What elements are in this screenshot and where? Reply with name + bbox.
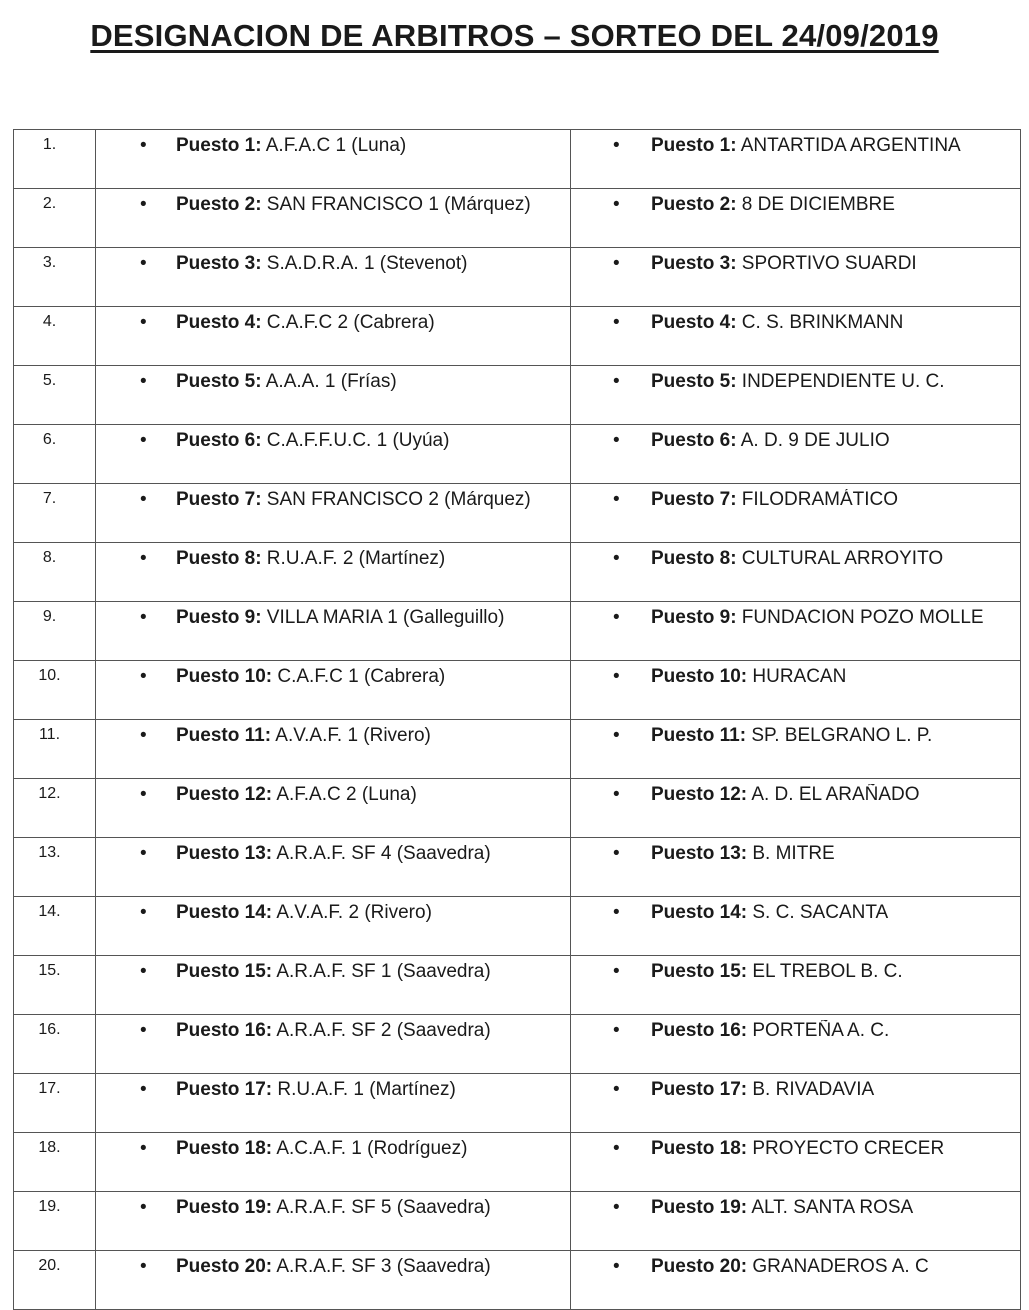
bullet-icon: •: [613, 1138, 620, 1159]
page-title: DESIGNACION DE ARBITROS – SORTEO DEL 24/09/2019: [90, 18, 939, 53]
bullet-icon: •: [140, 194, 147, 215]
club-cell: [571, 543, 1021, 602]
bullet-icon: •: [613, 1197, 620, 1218]
referee-entry: [96, 1020, 570, 1042]
referee-entry: [96, 312, 570, 334]
bullet-icon: •: [140, 1138, 147, 1159]
puesto-label: Puesto 14:: [651, 902, 748, 923]
bullet-icon: •: [613, 430, 620, 451]
club-name: EL TREBOL B. C.: [747, 961, 903, 982]
club-entry: [571, 194, 1020, 216]
bullet-icon: •: [140, 902, 147, 923]
club-entry: [571, 489, 1020, 511]
bullet-icon: •: [613, 843, 620, 864]
bullet-icon: •: [140, 1079, 147, 1100]
referee-entry: [96, 607, 570, 629]
referee-cell: [96, 602, 571, 661]
bullet-icon: •: [140, 1197, 147, 1218]
referee-name: A.V.A.F. 2 (Rivero): [272, 902, 432, 923]
puesto-label: Puesto 6:: [176, 430, 262, 451]
table-row: [14, 1074, 1021, 1133]
puesto-label: Puesto 18:: [176, 1138, 273, 1159]
puesto-label: Puesto 3:: [176, 253, 262, 274]
puesto-label: Puesto 2:: [176, 194, 262, 215]
puesto-label: Puesto 1:: [176, 135, 262, 156]
table-row: [14, 425, 1021, 484]
bullet-icon: •: [613, 548, 620, 569]
row-number: 7.: [14, 484, 96, 543]
club-cell: [571, 248, 1021, 307]
row-number: 11.: [14, 720, 96, 779]
row-number: 10.: [14, 661, 96, 720]
bullet-icon: •: [613, 1020, 620, 1041]
puesto-label: Puesto 5:: [176, 371, 262, 392]
club-entry: [571, 1079, 1020, 1101]
club-entry: [571, 135, 1020, 157]
bullet-icon: •: [613, 371, 620, 392]
puesto-label: Puesto 1:: [651, 135, 737, 156]
referee-cell: [96, 189, 571, 248]
club-entry: [571, 312, 1020, 334]
referee-name: A.R.A.F. SF 5 (Saavedra): [272, 1197, 491, 1218]
table-row: [14, 130, 1021, 189]
puesto-label: Puesto 15:: [651, 961, 748, 982]
bullet-icon: •: [140, 312, 147, 333]
table-row: [14, 1133, 1021, 1192]
club-name: A. D. 9 DE JULIO: [736, 430, 890, 451]
referee-name: R.U.A.F. 1 (Martínez): [272, 1079, 456, 1100]
referee-cell: [96, 838, 571, 897]
club-name: ALT. SANTA ROSA: [747, 1197, 914, 1218]
club-entry: [571, 253, 1020, 275]
club-cell: [571, 1251, 1021, 1310]
referee-name: A.A.A. 1 (Frías): [261, 371, 397, 392]
referee-cell: [96, 720, 571, 779]
referee-cell: [96, 425, 571, 484]
row-number: 4.: [14, 307, 96, 366]
club-name: PROYECTO CRECER: [747, 1138, 945, 1159]
referee-name: C.A.F.C 2 (Cabrera): [261, 312, 435, 333]
row-number: 9.: [14, 602, 96, 661]
bullet-icon: •: [140, 666, 147, 687]
referee-name: S.A.D.R.A. 1 (Stevenot): [261, 253, 468, 274]
referee-entry: [96, 1256, 570, 1278]
referee-entry: [96, 1138, 570, 1160]
club-name: S. C. SACANTA: [747, 902, 889, 923]
puesto-label: Puesto 16:: [651, 1020, 748, 1041]
puesto-label: Puesto 3:: [651, 253, 737, 274]
puesto-label: Puesto 19:: [176, 1197, 273, 1218]
table-row: [14, 897, 1021, 956]
referee-name: R.U.A.F. 2 (Martínez): [261, 548, 446, 569]
club-cell: [571, 602, 1021, 661]
bullet-icon: •: [140, 253, 147, 274]
puesto-label: Puesto 10:: [651, 666, 748, 687]
club-name: FILODRAMÁTICO: [736, 489, 899, 510]
row-number: 8.: [14, 543, 96, 602]
bullet-icon: •: [140, 725, 147, 746]
referee-entry: [96, 666, 570, 688]
row-number: 14.: [14, 897, 96, 956]
club-entry: [571, 1020, 1020, 1042]
referee-cell: [96, 897, 571, 956]
club-cell: [571, 1192, 1021, 1251]
club-cell: [571, 189, 1021, 248]
puesto-label: Puesto 9:: [176, 607, 262, 628]
referee-cell: [96, 130, 571, 189]
puesto-label: Puesto 7:: [651, 489, 737, 510]
bullet-icon: •: [613, 194, 620, 215]
table-row: [14, 307, 1021, 366]
puesto-label: Puesto 11:: [176, 725, 272, 746]
club-entry: [571, 371, 1020, 393]
bullet-icon: •: [140, 489, 147, 510]
club-name: HURACAN: [747, 666, 847, 687]
referee-cell: [96, 1251, 571, 1310]
referee-name: C.A.F.C 1 (Cabrera): [272, 666, 446, 687]
referee-entry: [96, 194, 570, 216]
puesto-label: Puesto 5:: [651, 371, 737, 392]
table-row: [14, 602, 1021, 661]
row-number: 6.: [14, 425, 96, 484]
row-number: 15.: [14, 956, 96, 1015]
puesto-label: Puesto 15:: [176, 961, 273, 982]
referee-entry: [96, 1079, 570, 1101]
bullet-icon: •: [140, 430, 147, 451]
club-entry: [571, 961, 1020, 983]
bullet-icon: •: [613, 961, 620, 982]
referee-name: A.R.A.F. SF 3 (Saavedra): [272, 1256, 491, 1277]
puesto-label: Puesto 20:: [651, 1256, 748, 1277]
referee-name: A.F.A.C 1 (Luna): [261, 135, 407, 156]
row-number: 5.: [14, 366, 96, 425]
club-entry: [571, 725, 1020, 747]
referee-cell: [96, 307, 571, 366]
table-row: [14, 661, 1021, 720]
club-name: SP. BELGRANO L. P.: [746, 725, 933, 746]
bullet-icon: •: [140, 961, 147, 982]
table-row: [14, 1192, 1021, 1251]
referee-cell: [96, 248, 571, 307]
club-entry: [571, 843, 1020, 865]
puesto-label: Puesto 12:: [176, 784, 273, 805]
referee-entry: [96, 548, 570, 570]
table-row: [14, 720, 1021, 779]
referee-entry: [96, 253, 570, 275]
club-name: C. S. BRINKMANN: [736, 312, 904, 333]
bullet-icon: •: [140, 784, 147, 805]
puesto-label: Puesto 10:: [176, 666, 273, 687]
club-cell: [571, 838, 1021, 897]
row-number: 19.: [14, 1192, 96, 1251]
puesto-label: Puesto 18:: [651, 1138, 748, 1159]
club-name: ANTARTIDA ARGENTINA: [736, 135, 961, 156]
referee-cell: [96, 484, 571, 543]
row-number: 17.: [14, 1074, 96, 1133]
referee-name: SAN FRANCISCO 2 (Márquez): [261, 489, 531, 510]
puesto-label: Puesto 14:: [176, 902, 273, 923]
bullet-icon: •: [613, 1079, 620, 1100]
club-entry: [571, 902, 1020, 924]
referee-name: A.R.A.F. SF 2 (Saavedra): [272, 1020, 491, 1041]
table-row: [14, 366, 1021, 425]
bullet-icon: •: [613, 253, 620, 274]
referee-entry: [96, 1197, 570, 1219]
puesto-label: Puesto 13:: [651, 843, 748, 864]
puesto-label: Puesto 12:: [651, 784, 748, 805]
referee-entry: [96, 489, 570, 511]
club-cell: [571, 779, 1021, 838]
club-entry: [571, 1138, 1020, 1160]
puesto-label: Puesto 19:: [651, 1197, 748, 1218]
club-name: PORTEÑA A. C.: [747, 1020, 890, 1041]
row-number: 13.: [14, 838, 96, 897]
referee-name: VILLA MARIA 1 (Galleguillo): [261, 607, 505, 628]
bullet-icon: •: [613, 902, 620, 923]
puesto-label: Puesto 8:: [176, 548, 262, 569]
club-entry: [571, 548, 1020, 570]
club-cell: [571, 1074, 1021, 1133]
row-number: 16.: [14, 1015, 96, 1074]
club-cell: [571, 1015, 1021, 1074]
bullet-icon: •: [613, 607, 620, 628]
puesto-label: Puesto 20:: [176, 1256, 273, 1277]
bullet-icon: •: [613, 135, 620, 156]
referee-assignment-table: [13, 129, 1021, 1310]
referee-cell: [96, 956, 571, 1015]
club-entry: [571, 1256, 1020, 1278]
bullet-icon: •: [613, 489, 620, 510]
club-entry: [571, 607, 1020, 629]
table-row: [14, 189, 1021, 248]
table-row: [14, 484, 1021, 543]
bullet-icon: •: [140, 843, 147, 864]
referee-cell: [96, 1133, 571, 1192]
table-row: [14, 543, 1021, 602]
bullet-icon: •: [613, 1256, 620, 1277]
club-name: CULTURAL ARROYITO: [736, 548, 944, 569]
bullet-icon: •: [140, 371, 147, 392]
club-name: INDEPENDIENTE U. C.: [736, 371, 945, 392]
club-name: B. MITRE: [747, 843, 835, 864]
puesto-label: Puesto 7:: [176, 489, 262, 510]
referee-cell: [96, 1074, 571, 1133]
club-entry: [571, 430, 1020, 452]
puesto-label: Puesto 4:: [176, 312, 262, 333]
referee-name: C.A.F.F.U.C. 1 (Uyúa): [261, 430, 450, 451]
club-entry: [571, 784, 1020, 806]
referee-entry: [96, 784, 570, 806]
referee-name: A.V.A.F. 1 (Rivero): [271, 725, 431, 746]
table-body: [14, 130, 1021, 1310]
referee-cell: [96, 366, 571, 425]
club-cell: [571, 130, 1021, 189]
referee-entry: [96, 371, 570, 393]
puesto-label: Puesto 11:: [651, 725, 747, 746]
bullet-icon: •: [140, 1256, 147, 1277]
referee-entry: [96, 902, 570, 924]
table-row: [14, 956, 1021, 1015]
row-number: 12.: [14, 779, 96, 838]
table-row: [14, 1251, 1021, 1310]
referee-cell: [96, 1192, 571, 1251]
puesto-label: Puesto 17:: [651, 1079, 748, 1100]
bullet-icon: •: [613, 784, 620, 805]
club-cell: [571, 956, 1021, 1015]
club-cell: [571, 720, 1021, 779]
club-name: 8 DE DICIEMBRE: [736, 194, 895, 215]
club-cell: [571, 661, 1021, 720]
club-name: A. D. EL ARAÑADO: [747, 784, 920, 805]
puesto-label: Puesto 17:: [176, 1079, 273, 1100]
bullet-icon: •: [140, 548, 147, 569]
club-cell: [571, 1133, 1021, 1192]
referee-name: A.C.A.F. 1 (Rodríguez): [272, 1138, 468, 1159]
club-cell: [571, 897, 1021, 956]
puesto-label: Puesto 6:: [651, 430, 737, 451]
table-row: [14, 838, 1021, 897]
club-cell: [571, 425, 1021, 484]
referee-cell: [96, 661, 571, 720]
table-row: [14, 779, 1021, 838]
bullet-icon: •: [613, 725, 620, 746]
bullet-icon: •: [613, 666, 620, 687]
bullet-icon: •: [140, 135, 147, 156]
referee-name: A.R.A.F. SF 4 (Saavedra): [272, 843, 491, 864]
referee-name: A.R.A.F. SF 1 (Saavedra): [272, 961, 491, 982]
bullet-icon: •: [140, 1020, 147, 1041]
puesto-label: Puesto 9:: [651, 607, 737, 628]
referee-name: A.F.A.C 2 (Luna): [272, 784, 417, 805]
puesto-label: Puesto 2:: [651, 194, 737, 215]
referee-cell: [96, 1015, 571, 1074]
referee-entry: [96, 961, 570, 983]
puesto-label: Puesto 8:: [651, 548, 737, 569]
referee-entry: [96, 430, 570, 452]
club-cell: [571, 307, 1021, 366]
club-entry: [571, 1197, 1020, 1219]
club-name: FUNDACION POZO MOLLE: [736, 607, 984, 628]
bullet-icon: •: [613, 312, 620, 333]
row-number: 3.: [14, 248, 96, 307]
table-row: [14, 248, 1021, 307]
referee-name: SAN FRANCISCO 1 (Márquez): [261, 194, 531, 215]
club-name: B. RIVADAVIA: [747, 1079, 875, 1100]
club-name: GRANADEROS A. C: [747, 1256, 929, 1277]
table-row: [14, 1015, 1021, 1074]
row-number: 2.: [14, 189, 96, 248]
referee-cell: [96, 543, 571, 602]
bullet-icon: •: [140, 607, 147, 628]
row-number: 20.: [14, 1251, 96, 1310]
row-number: 1.: [14, 130, 96, 189]
puesto-label: Puesto 16:: [176, 1020, 273, 1041]
referee-cell: [96, 779, 571, 838]
puesto-label: Puesto 4:: [651, 312, 737, 333]
referee-entry: [96, 725, 570, 747]
referee-entry: [96, 135, 570, 157]
row-number: 18.: [14, 1133, 96, 1192]
referee-entry: [96, 843, 570, 865]
puesto-label: Puesto 13:: [176, 843, 273, 864]
club-cell: [571, 484, 1021, 543]
club-name: SPORTIVO SUARDI: [736, 253, 917, 274]
club-entry: [571, 666, 1020, 688]
club-cell: [571, 366, 1021, 425]
